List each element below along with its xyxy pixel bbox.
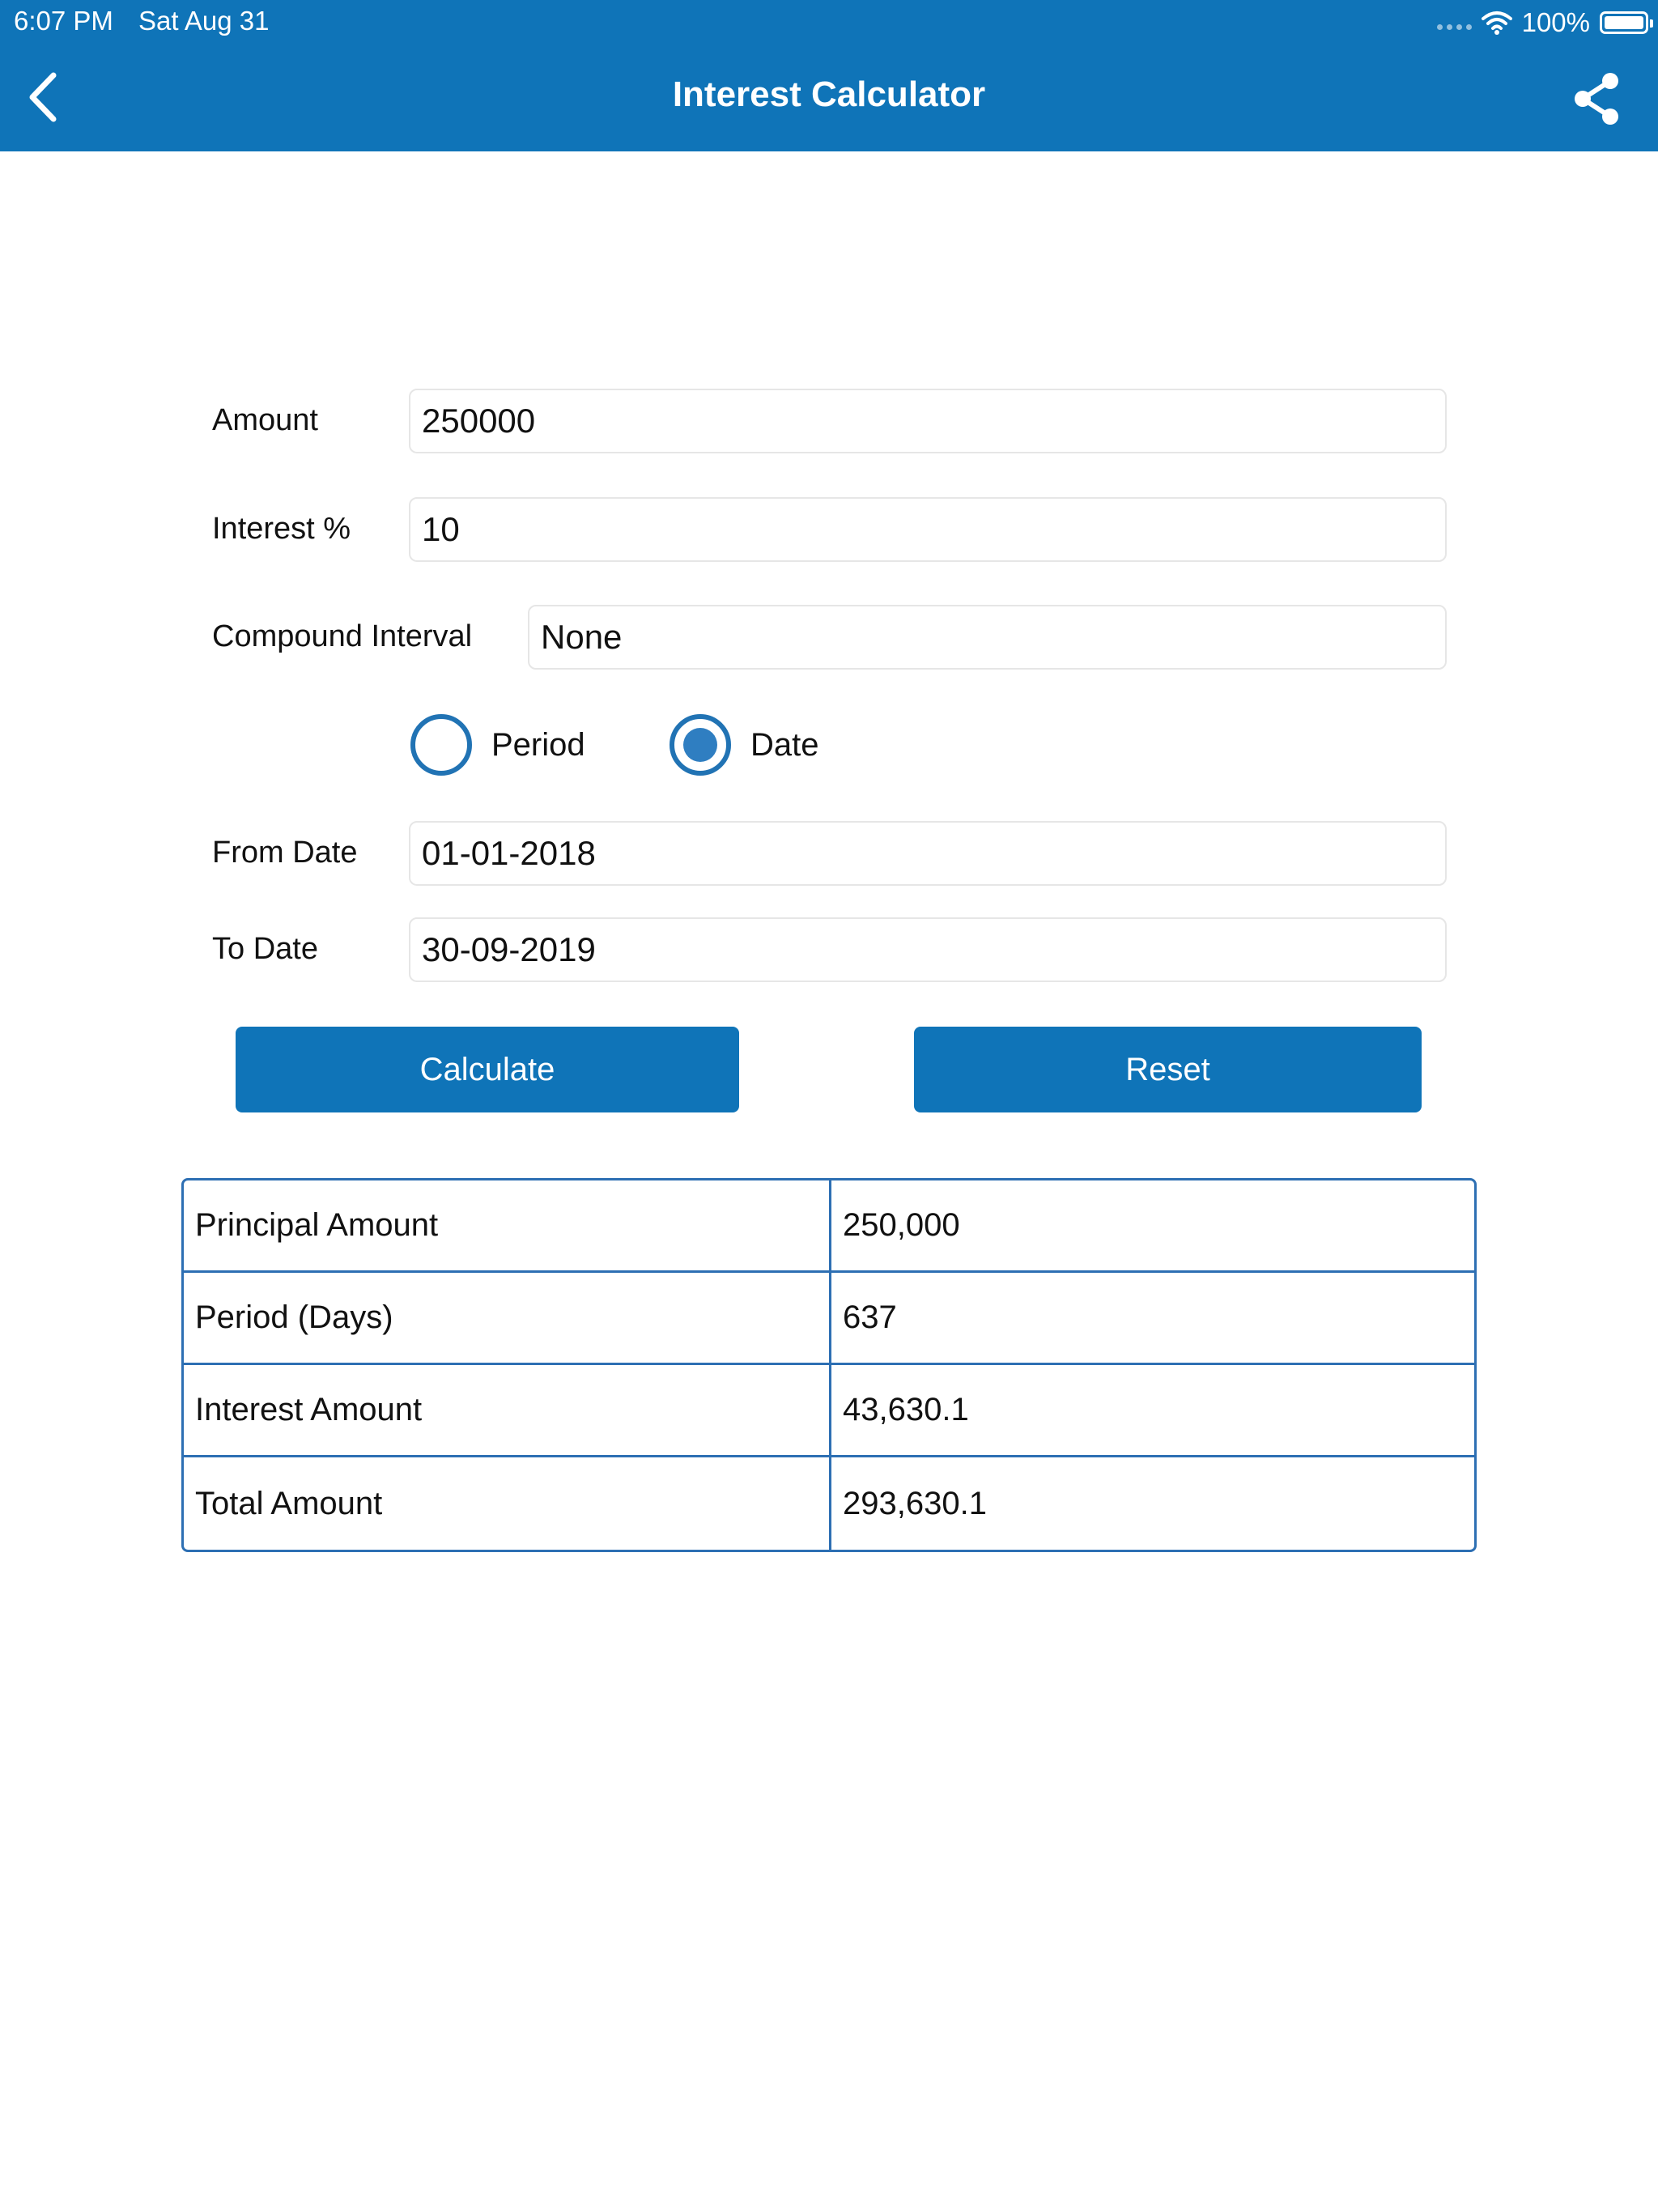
- reset-button[interactable]: Reset: [914, 1027, 1422, 1112]
- table-row: [184, 1180, 1474, 1273]
- radio-checked-icon: [670, 714, 731, 776]
- amount-input[interactable]: [409, 389, 1447, 453]
- wifi-icon: [1482, 11, 1512, 35]
- radio-date-label: Date: [750, 726, 819, 763]
- interest-amount-value: 43,630.1: [831, 1365, 1474, 1457]
- compound-interval-label: Compound Interval: [212, 619, 473, 653]
- to-date-label: To Date: [212, 932, 318, 966]
- compound-interval-select[interactable]: [528, 605, 1447, 670]
- battery-percent: 100%: [1521, 7, 1590, 37]
- table-row: [184, 1273, 1474, 1365]
- principal-amount-label: Principal Amount: [184, 1180, 831, 1273]
- period-days-value: 637: [831, 1273, 1474, 1365]
- radio-unchecked-icon: [410, 714, 472, 776]
- interest-label: Interest %: [212, 512, 351, 546]
- radio-period-label: Period: [491, 726, 585, 763]
- battery-icon: [1600, 11, 1648, 34]
- table-row: [184, 1457, 1474, 1550]
- total-amount-label: Total Amount: [184, 1457, 831, 1550]
- interest-amount-label: Interest Amount: [184, 1365, 831, 1457]
- radio-date[interactable]: [670, 713, 819, 777]
- interest-input[interactable]: [409, 497, 1447, 562]
- principal-amount-value: 250,000: [831, 1180, 1474, 1273]
- status-date: Sat Aug 31: [138, 6, 270, 36]
- status-time: 6:07 PM: [14, 6, 113, 36]
- total-amount-value: 293,630.1: [843, 1485, 987, 1521]
- radio-period[interactable]: [410, 713, 585, 777]
- from-date-input[interactable]: [409, 821, 1447, 886]
- results-table: [181, 1178, 1477, 1552]
- status-indicators: [1437, 5, 1648, 40]
- share-icon: [1571, 71, 1622, 126]
- table-row: [184, 1365, 1474, 1457]
- to-date-input[interactable]: [409, 917, 1447, 982]
- from-date-label: From Date: [212, 836, 358, 870]
- page-title: Interest Calculator: [672, 74, 986, 114]
- period-days-label: Period (Days): [184, 1273, 831, 1365]
- calculate-button[interactable]: Calculate: [236, 1027, 739, 1112]
- navigation-bar: [0, 0, 1658, 151]
- signal-dots-icon: [1437, 24, 1472, 30]
- share-button[interactable]: [1566, 68, 1627, 130]
- amount-label: Amount: [212, 403, 318, 437]
